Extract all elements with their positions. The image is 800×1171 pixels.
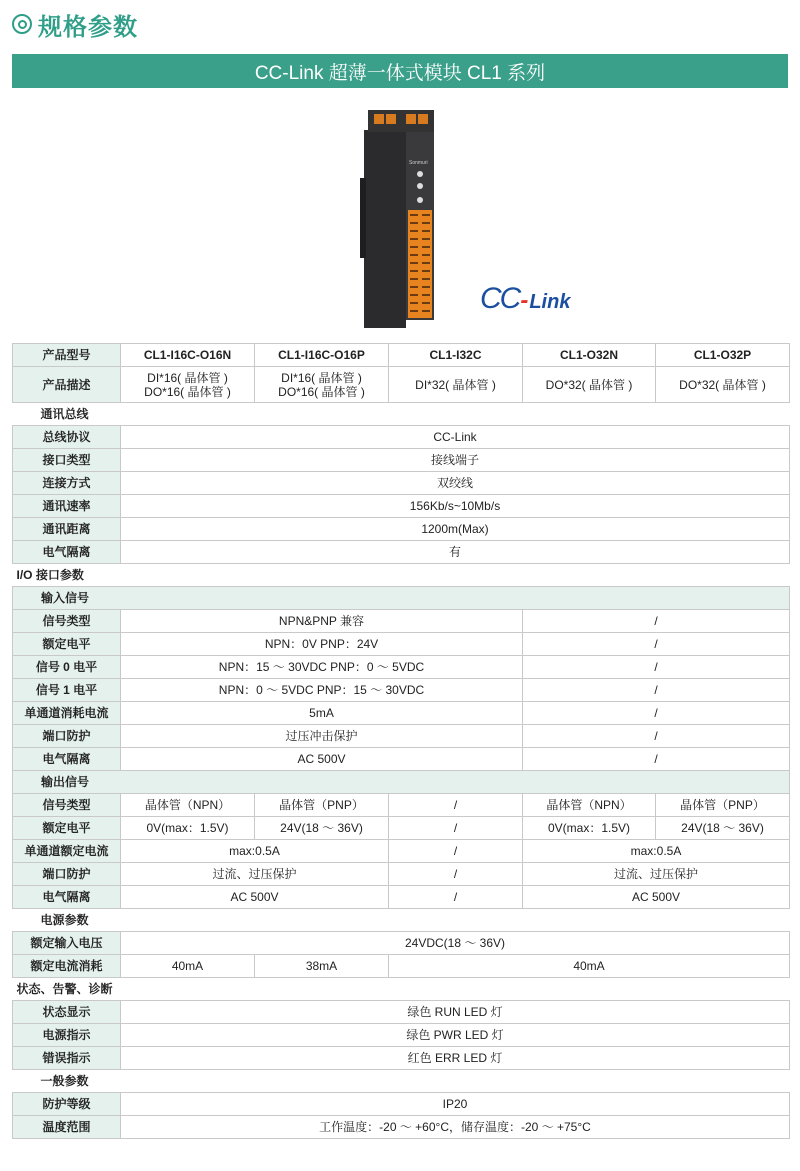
table-row xyxy=(13,495,790,518)
row-label: 信号类型 xyxy=(13,794,121,817)
cell-value: / xyxy=(523,748,790,771)
cell-value: IP20 xyxy=(121,1093,790,1116)
cell-value: / xyxy=(389,817,523,840)
table-row xyxy=(13,748,790,771)
model-name: CL1-I16C-O16P xyxy=(255,344,389,367)
cell-value: 24V(18 ～ 36V) xyxy=(255,817,389,840)
table-row xyxy=(13,1047,790,1070)
table-row xyxy=(13,541,790,564)
row-label: 端口防护 xyxy=(13,725,121,748)
row-label: 额定电平 xyxy=(13,817,121,840)
cell-value: max:0.5A xyxy=(121,840,389,863)
cell-value: AC 500V xyxy=(121,748,523,771)
spec-table xyxy=(12,343,790,1139)
row-label: 额定电平 xyxy=(13,633,121,656)
row-label: 信号 1 电平 xyxy=(13,679,121,702)
table-row xyxy=(13,794,790,817)
model-desc xyxy=(121,367,255,403)
row-label: 通讯距离 xyxy=(13,518,121,541)
table-row xyxy=(13,863,790,886)
cell-value: / xyxy=(523,633,790,656)
table-row xyxy=(13,1116,790,1139)
cell-value: 过压冲击保护 xyxy=(121,725,523,748)
row-label: 端口防护 xyxy=(13,863,121,886)
table-row xyxy=(13,1001,790,1024)
model-name: CL1-O32N xyxy=(523,344,656,367)
section-row xyxy=(13,1070,790,1093)
table-row xyxy=(13,679,790,702)
row-label: 单通道额定电流 xyxy=(13,840,121,863)
cell-value: 绿色 PWR LED 灯 xyxy=(121,1024,790,1047)
section-title: 规格参数 xyxy=(38,13,138,41)
cell-value: 0V(max：1.5V) xyxy=(121,817,255,840)
row-label: 接口类型 xyxy=(13,449,121,472)
cell-value: / xyxy=(389,886,523,909)
cell-value: / xyxy=(389,863,523,886)
section-heading xyxy=(12,8,138,40)
table-row xyxy=(13,886,790,909)
table-row xyxy=(13,817,790,840)
table-row xyxy=(13,426,790,449)
row-label: 连接方式 xyxy=(13,472,121,495)
cell-value: / xyxy=(523,725,790,748)
cell-value: 有 xyxy=(121,541,790,564)
row-label: 信号类型 xyxy=(13,610,121,633)
table-row xyxy=(13,633,790,656)
cell-value: NPN：0 ～ 5VDC PNP：15 ～ 30VDC xyxy=(121,679,523,702)
row-label: 电气隔离 xyxy=(13,748,121,771)
brand-label: Sonmuri xyxy=(409,160,428,166)
table-row xyxy=(13,518,790,541)
table-row xyxy=(13,656,790,679)
cell-value: 24V(18 ～ 36V) xyxy=(656,817,790,840)
model-desc: DO*32( 晶体管 ) xyxy=(523,367,656,403)
cell-value: 0V(max：1.5V) xyxy=(523,817,656,840)
cell-value: 40mA xyxy=(121,955,255,978)
model-name: CL1-I32C xyxy=(389,344,523,367)
row-label: 防护等级 xyxy=(13,1093,121,1116)
cell-value: 40mA xyxy=(389,955,790,978)
cell-value: / xyxy=(523,610,790,633)
section-title: 电源参数 xyxy=(40,913,89,927)
model-desc: DI*32( 晶体管 ) xyxy=(389,367,523,403)
model-name: CL1-O32P xyxy=(656,344,790,367)
row-label: 单通道消耗电流 xyxy=(13,702,121,725)
cell-value: / xyxy=(389,840,523,863)
section-title: 一般参数 xyxy=(40,1074,89,1088)
row-label: 错误指示 xyxy=(13,1047,121,1070)
row-label: 额定输入电压 xyxy=(13,932,121,955)
section-row xyxy=(13,403,790,426)
cell-value: DO*16( 晶体管 ) xyxy=(144,384,231,399)
section-title: 状态、告警、诊断 xyxy=(16,982,113,996)
cell-value: 红色 ERR LED 灯 xyxy=(121,1047,790,1070)
table-row xyxy=(13,344,790,367)
cell-value: 5mA xyxy=(121,702,523,725)
cell-value: / xyxy=(389,794,523,817)
cell-value: Link xyxy=(529,291,571,313)
row-label: 通讯速率 xyxy=(13,495,121,518)
product-image xyxy=(360,108,440,330)
row-label: 总线协议 xyxy=(13,426,121,449)
cell-value: 晶体管（NPN） xyxy=(523,794,656,817)
subsection-title: 输入信号 xyxy=(41,591,90,605)
subsection-row xyxy=(13,771,790,794)
row-label: 电气隔离 xyxy=(13,541,121,564)
row-label: 产品描述 xyxy=(13,367,121,403)
cell-value: 晶体管（PNP） xyxy=(656,794,790,817)
cell-value: 绿色 RUN LED 灯 xyxy=(121,1001,790,1024)
model-desc: DO*32( 晶体管 ) xyxy=(656,367,790,403)
row-label: 电源指示 xyxy=(13,1024,121,1047)
section-row xyxy=(13,564,790,587)
cell-value: / xyxy=(523,679,790,702)
cell-value: 过流、过压保护 xyxy=(121,863,389,886)
cell-value: NPN：0V PNP：24V xyxy=(121,633,523,656)
table-row xyxy=(13,1024,790,1047)
cell-value: AC 500V xyxy=(523,886,790,909)
cell-value: 24VDC(18 ～ 36V) xyxy=(121,932,790,955)
cell-value: CC-Link xyxy=(121,426,790,449)
cell-value: 双绞线 xyxy=(121,472,790,495)
table-row xyxy=(13,472,790,495)
cell-value: 晶体管（NPN） xyxy=(121,794,255,817)
cell-value: max:0.5A xyxy=(523,840,790,863)
cell-value: / xyxy=(523,702,790,725)
table-row xyxy=(13,1093,790,1116)
cell-value: 156Kb/s~10Mb/s xyxy=(121,495,790,518)
cell-value: 1200m(Max) xyxy=(121,518,790,541)
table-row xyxy=(13,610,790,633)
table-row xyxy=(13,702,790,725)
cell-value: NPN：15 ～ 30VDC PNP：0 ～ 5VDC xyxy=(121,656,523,679)
series-banner: CC-Link 超薄一体式模块 CL1 系列 xyxy=(12,54,788,88)
cell-value: DI*16( 晶体管 ) xyxy=(147,370,228,385)
cell-value: 接线端子 xyxy=(121,449,790,472)
row-label: 温度范围 xyxy=(13,1116,121,1139)
section-title: I/O 接口参数 xyxy=(16,568,84,582)
row-label: 产品型号 xyxy=(13,344,121,367)
table-row xyxy=(13,932,790,955)
cell-value: 38mA xyxy=(255,955,389,978)
model-desc xyxy=(255,367,389,403)
table-row xyxy=(13,449,790,472)
cell-value: AC 500V xyxy=(121,886,389,909)
section-row xyxy=(13,978,790,1001)
cell-value: 工作温度：-20 ～ +60°C，储存温度：-20 ～ +75°C xyxy=(121,1116,790,1139)
cell-value: DO*16( 晶体管 ) xyxy=(278,384,365,399)
cell-value: 过流、过压保护 xyxy=(523,863,790,886)
cell-value: DI*16( 晶体管 ) xyxy=(281,370,362,385)
table-row xyxy=(13,955,790,978)
cell-value: CC xyxy=(480,282,520,315)
row-label: 状态显示 xyxy=(13,1001,121,1024)
subsection-row xyxy=(13,587,790,610)
table-row xyxy=(13,367,790,403)
row-label: 电气隔离 xyxy=(13,886,121,909)
cc-link-logo: CC - Link xyxy=(480,282,571,315)
section-row xyxy=(13,909,790,932)
section-title: 通讯总线 xyxy=(40,407,89,421)
cell-value: 晶体管（PNP） xyxy=(255,794,389,817)
row-label: 信号 0 电平 xyxy=(13,656,121,679)
subsection-title: 输出信号 xyxy=(41,775,90,789)
table-row xyxy=(13,725,790,748)
cell-value: NPN&PNP 兼容 xyxy=(121,610,523,633)
circle-bullet-icon xyxy=(12,14,32,34)
row-label: 额定电流消耗 xyxy=(13,955,121,978)
table-row xyxy=(13,840,790,863)
cell-value: / xyxy=(523,656,790,679)
model-name: CL1-I16C-O16N xyxy=(121,344,255,367)
